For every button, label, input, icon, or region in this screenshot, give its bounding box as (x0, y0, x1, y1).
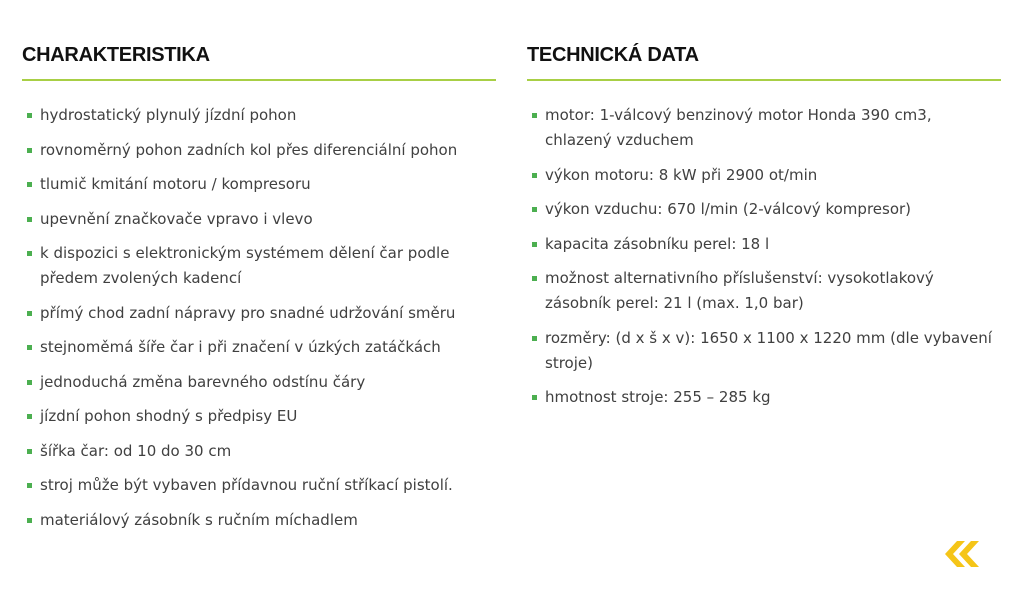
list-item (527, 232, 1001, 257)
list-item-text: stejnoměmá šíře čar i při značení v úzkých zatáčkách (40, 338, 441, 356)
list-item (527, 197, 1001, 222)
technical-data-list (527, 103, 1001, 410)
characteristics-list (22, 103, 496, 533)
list-item (22, 301, 496, 326)
bullet-icon (532, 395, 537, 400)
bullet-icon (27, 380, 32, 385)
bullet-icon (532, 336, 537, 341)
list-item (527, 266, 1001, 316)
list-item-text: kapacita zásobníku perel: 18 l (545, 234, 770, 253)
bullet-icon (532, 113, 537, 118)
list-item-text: tlumič kmitání motoru / kompresoru (40, 175, 311, 193)
bullet-icon (27, 182, 32, 187)
technical-data-section (527, 44, 1001, 420)
list-item-text: hydrostatický plynulý jízdní pohon (40, 106, 297, 124)
list-item-text: rovnoměrný pohon zadních kol přes diferenciální pohon (40, 140, 458, 159)
list-item-text: jednoduchá změna barevného odstínu čáry (40, 372, 366, 391)
bullet-icon (27, 311, 32, 316)
bullet-icon (27, 113, 32, 118)
list-item (22, 207, 496, 232)
list-item (527, 326, 1001, 376)
list-item-text: upevnění značkovače vpravo i vlevo (40, 209, 313, 228)
bullet-icon (532, 276, 537, 281)
bullet-icon (27, 483, 32, 488)
list-item (22, 439, 496, 464)
list-item (527, 103, 1001, 153)
list-item (527, 385, 1001, 410)
list-item-text: jízdní pohon shodný s předpisy EU (40, 407, 298, 425)
bullet-icon (27, 414, 32, 419)
bullet-icon (27, 449, 32, 454)
list-item-text: výkon motoru: 8 kW při 2900 ot/min (545, 165, 818, 184)
list-item (22, 335, 496, 360)
list-item-text: motor: 1-válcový benzinový motor Honda 390 cm3, chlazený vzduchem (545, 106, 932, 149)
list-item (22, 370, 496, 395)
list-item-text: šířka čar: od 10 do 30 cm (40, 441, 232, 460)
list-item-text: materiálový zásobník s ručním míchadlem (40, 510, 358, 529)
bullet-icon (27, 217, 32, 222)
bullet-icon (27, 148, 32, 153)
bullet-icon (27, 251, 32, 256)
list-item (22, 172, 496, 197)
list-item (22, 241, 496, 291)
list-item (22, 103, 496, 128)
characteristics-heading: CHARAKTERISTIKA (22, 44, 496, 81)
bullet-icon (532, 207, 537, 212)
list-item (22, 508, 496, 533)
list-item-text: rozměry: (d x š x v): 1650 x 1100 x 1220 mm (dle vybavení stroje) (545, 328, 992, 372)
list-item-text: stroj může být vybaven přídavnou ruční stříkací pistolí. (40, 476, 453, 494)
double-chevron-left-icon[interactable] (943, 541, 985, 567)
list-item-text: výkon vzduchu: 670 l/min (2-válcový kompresor) (545, 200, 912, 218)
list-item-text: možnost alternativního příslušenství: vysokotlakový zásobník perel: 21 l (max. 1,0 bar) (545, 269, 934, 312)
list-item (22, 404, 496, 429)
bullet-icon (27, 345, 32, 350)
technical-data-heading: TECHNICKÁ DATA (527, 44, 1001, 81)
bullet-icon (532, 242, 537, 247)
characteristics-section (22, 44, 496, 542)
list-item-text: přímý chod zadní nápravy pro snadné udržování směru (40, 303, 456, 322)
list-item-text: k dispozici s elektronickým systémem dělení čar podle předem zvolených kadencí (40, 244, 450, 287)
bullet-icon (532, 173, 537, 178)
list-item (22, 138, 496, 163)
bullet-icon (27, 518, 32, 523)
list-item (22, 473, 496, 498)
list-item-text: hmotnost stroje: 255 – 285 kg (545, 388, 771, 406)
list-item (527, 163, 1001, 188)
